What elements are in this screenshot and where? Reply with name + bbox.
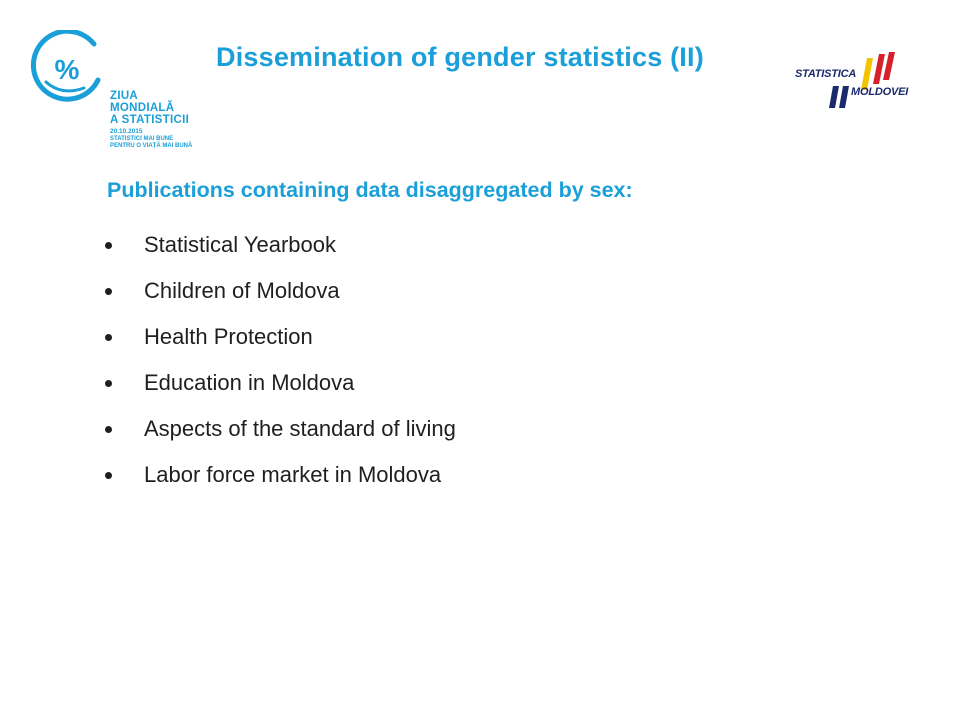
list-item	[104, 314, 456, 360]
logo-tagline-1: STATISTICI MAI BUNE	[110, 136, 174, 142]
logo-line-2: MONDIALĂ	[110, 102, 175, 114]
list-item	[104, 222, 456, 268]
list-item	[104, 452, 456, 498]
list-item	[104, 406, 456, 452]
bullet-dot-icon	[105, 426, 112, 433]
percent-circle-icon	[28, 30, 106, 110]
bullet-dot-icon	[105, 242, 112, 249]
list-item	[104, 360, 456, 406]
bullet-dot-icon	[105, 334, 112, 341]
slide-title: Dissemination of gender statistics (II)	[216, 42, 704, 72]
list-item-text: Children of Moldova	[144, 278, 340, 303]
world-statistics-day-logo	[28, 30, 218, 149]
list-item-text: Statistical Yearbook	[144, 232, 337, 257]
list-item-text: Aspects of the standard of living	[144, 416, 456, 441]
logo-date: 20.10.2015	[110, 128, 143, 135]
logo-line-3: A STATISTICII	[110, 114, 190, 126]
list-item-text: Health Protection	[144, 324, 313, 349]
percent-symbol: %	[54, 54, 80, 85]
statistica-moldovei-logo	[795, 50, 935, 114]
list-item-text: Education in Moldova	[144, 370, 355, 395]
logo-word-statistica: STATISTICA	[795, 68, 857, 80]
world-statistics-day-text	[110, 90, 192, 150]
logo-line-1: ZIUA	[110, 90, 139, 102]
flag-stripes-icon	[795, 50, 935, 114]
publications-heading: Publications containing data disaggregated by sex:	[107, 178, 633, 202]
list-item-text: Labor force market in Moldova	[144, 462, 442, 487]
bullet-dot-icon	[105, 380, 112, 387]
bullet-dot-icon	[105, 472, 112, 479]
list-item	[104, 268, 456, 314]
logo-tagline-2: PENTRU O VIAȚĂ MAI BUNĂ	[110, 143, 193, 149]
bullet-dot-icon	[105, 288, 112, 295]
logo-word-moldovei: MOLDOVEI	[851, 86, 909, 98]
publications-list	[104, 222, 456, 498]
